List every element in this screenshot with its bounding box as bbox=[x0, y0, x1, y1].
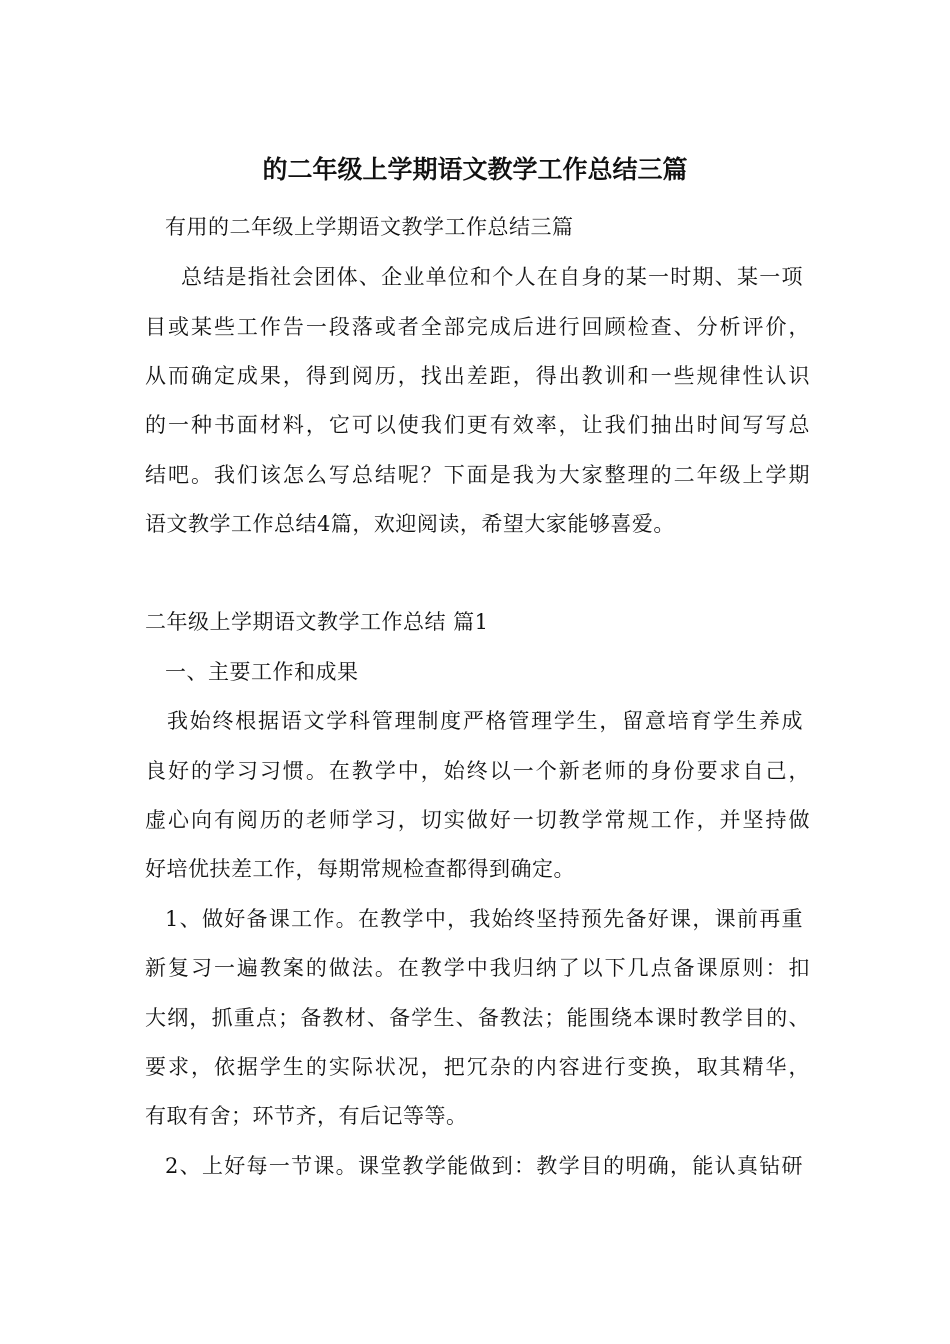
section-heading: 二年级上学期语文教学工作总结 篇1 bbox=[145, 610, 489, 634]
paragraph-line: 大纲，抓重点；备教材、备学生、备教法；能围绕本课时教学目的、 bbox=[145, 1006, 810, 1030]
subsection-heading: 一、主要工作和成果 bbox=[165, 660, 359, 684]
paragraph-line: 新复习一遍教案的做法。在教学中我归纳了以下几点备课原则：扣 bbox=[145, 956, 810, 980]
paragraph-line: 从而确定成果，得到阅历，找出差距，得出教训和一些规律性认识 bbox=[145, 364, 810, 388]
paragraph-line: 2、上好每一节课。课堂教学能做到：教学目的明确，能认真钻研 bbox=[165, 1154, 803, 1178]
paragraph-line: 要求，依据学生的实际状况，把冗杂的内容进行变换，取其精华， bbox=[145, 1055, 810, 1079]
paragraph-line: 目或某些工作告一段落或者全部完成后进行回顾检查、分析评价， bbox=[145, 315, 810, 339]
paragraph-line: 有取有舍；环节齐，有后记等等。 bbox=[145, 1104, 468, 1128]
paragraph-line: 总结是指社会团体、企业单位和个人在自身的某一时期、某一项 bbox=[181, 265, 803, 289]
paragraph-line: 良好的学习习惯。在教学中，始终以一个新老师的身份要求自己， bbox=[145, 759, 810, 783]
paragraph-line: 虚心向有阅历的老师学习，切实做好一切教学常规工作，并坚持做 bbox=[145, 808, 810, 832]
paragraph-line: 结吧。我们该怎么写总结呢？下面是我为大家整理的二年级上学期 bbox=[145, 463, 810, 487]
paragraph-line: 我始终根据语文学科管理制度严格管理学生，留意培育学生养成 bbox=[167, 709, 803, 733]
paragraph-line: 的一种书面材料，它可以使我们更有效率，让我们抽出时间写写总 bbox=[145, 413, 810, 437]
document-title: 的二年级上学期语文教学工作总结三篇 bbox=[262, 155, 688, 184]
subtitle-line: 有用的二年级上学期语文教学工作总结三篇 bbox=[165, 215, 574, 239]
paragraph-line: 好培优扶差工作，每期常规检查都得到确定。 bbox=[145, 857, 575, 881]
paragraph-line: 1、做好备课工作。在教学中，我始终坚持预先备好课，课前再重 bbox=[165, 907, 803, 931]
paragraph-line: 语文教学工作总结4篇，欢迎阅读，希望大家能够喜爱。 bbox=[145, 512, 675, 536]
